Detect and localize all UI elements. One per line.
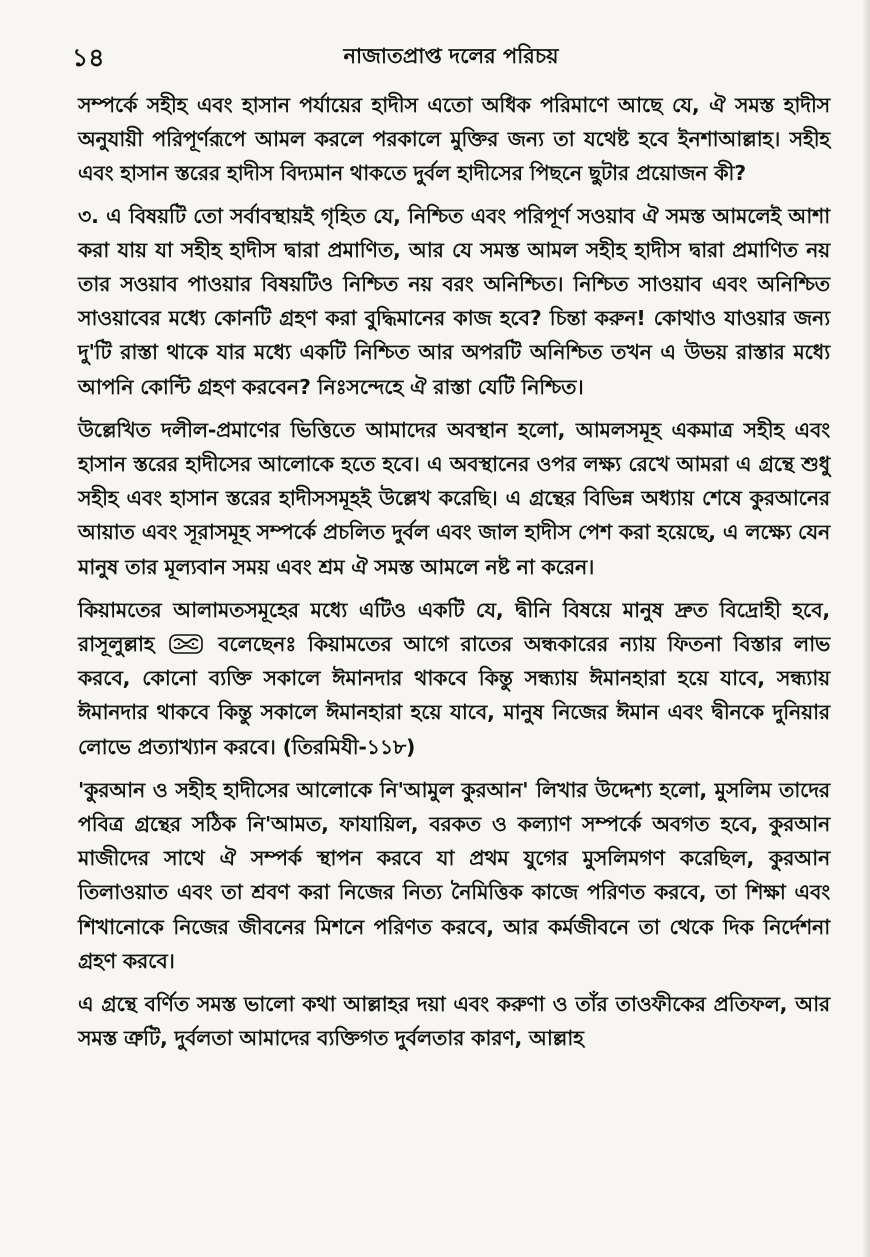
paragraph-6: এ গ্রন্থে বর্ণিত সমস্ত ভালো কথা আল্লাহর দয়া এবং করুণা ও তাঁর তাওফীকের প্রতিফল, আর সমস্ত ত্রুটি, দুর্বলতা আমাদের ব্যক্তিগত দুর্বলতার কারণ, আল্লাহ xyxy=(78,992,830,1051)
body-text xyxy=(78,88,830,1064)
running-title: নাজাতপ্রাপ্ত দলের পরিচয় xyxy=(343,44,559,68)
paragraph-1: সম্পর্কে সহীহ এবং হাসান পর্যায়ের হাদীস এতো অধিক পরিমাণে আছে যে, ঐ সমস্ত হাদীস অনুযায়ী পরিপূর্ণরূপে আমল করলে পরকালে মুক্তির জন্য তা যথেষ্ট হবে ইনশাআল্লাহ। সহীহ এবং হাসান স্তরের হাদীস বিদ্যমান থাকতে দুর্বল হাদীসের পিছনে ছুটার প্রয়োজন কী? xyxy=(78,93,830,186)
salawat-calligraphy-icon xyxy=(169,631,203,653)
page-header xyxy=(72,38,830,78)
page-number: ১৪ xyxy=(72,43,105,72)
paragraph-5: 'কুরআন ও সহীহ হাদীসের আলোকে নি'আমুল কুরআন' লিখার উদ্দেশ্য হলো, মুসলিম তাদের পবিত্র গ্রন্থের সঠিক নি'আমত, ফাযায়িল, বরকত ও কল্যাণ সম্পর্কে অবগত হবে, কুরআন মাজীদের সাথে ঐ সম্পর্ক স্থাপন করবে যা প্রথম যুগের মুসলিমগণ করেছিল, কুরআন তিলাওয়াত এবং তা শ্রবণ করা নিজের নিত্য নৈমিত্তিক কাজে পরিণত করবে, তা শিক্ষা এবং শিখানোকে নিজের জীবনের মিশনে পরিণত করবে, আর কর্মজীবনে তা থেকে দিক নির্দেশনা গ্রহণ করবে। xyxy=(78,777,830,973)
paragraph-3: উল্লেখিত দলীল-প্রমাণের ভিত্তিতে আমাদের অবস্থান হলো, আমলসমূহ একমাত্র সহীহ এবং হাসান স্তরের হাদীসের আলোকে হতে হবে। এ অবস্থানের ওপর লক্ষ্য রেখে আমরা এ গ্রন্থে শুধু সহীহ এবং হাসান স্তরের হাদীসসমূহই উল্লেখ করেছি। এ গ্রন্থের বিভিন্ন অধ্যায় শেষে কুরআনের আয়াত এবং সূরাসমূহ সম্পর্কে প্রচলিত দুর্বল এবং জাল হাদীস পেশ করা হয়েছে, এ লক্ষ্যে যেন মানুষ তার মূল্যবান সময় এবং শ্রম ঐ সমস্ত আমলে নষ্ট না করেন। xyxy=(78,417,830,579)
paragraph-4-after-mark: বলেছেনঃ কিয়ামতের আগে রাতের অন্ধকারের ন্যায় ফিতনা বিস্তার লাভ করবে, কোনো ব্যক্তি সকালে ঈমানদার থাকবে কিন্তু সন্ধ্যায় ঈমানহারা হয়ে যাবে, সন্ধ্যায় ঈমানদার থাকবে কিন্তু সকালে ঈমানহারা হয়ে যাবে, মানুষ নিজের ঈমান এবং দ্বীনকে দুনিয়ার লোভে প্রত্যাখ্যান করবে। (তিরমিযী-১১৮) xyxy=(78,632,831,759)
paragraph-4 xyxy=(78,593,830,764)
paper-edge-shadow xyxy=(862,0,870,1257)
paragraph-2: ৩. এ বিষয়টি তো সর্বাবস্থায়ই গৃহিত যে, নিশ্চিত এবং পরিপূর্ণ সওয়াব ঐ সমস্ত আমলেই আশা করা যায় যা সহীহ হাদীস দ্বারা প্রমাণিত, আর যে সমস্ত আমল সহীহ হাদীস দ্বারা প্রমাণিত নয় তার সওয়াব পাওয়ার বিষয়টিও নিশ্চিত নয় বরং অনিশ্চিত। নিশ্চিত সাওয়াব এবং অনিশ্চিত সাওয়াবের মধ্যে কোনটি গ্রহণ করা বুদ্ধিমানের কাজ হবে? চিন্তা করুন! কোথাও যাওয়ার জন্য দু'টি রাস্তা থাকে যার মধ্যে একটি নিশ্চিত আর অপরটি অনিশ্চিত তখন এ উভয় রাস্তার মধ্যে আপনি কোন্টি গ্রহণ করবেন? নিঃসন্দেহে ঐ রাস্তা যেটি নিশ্চিত। xyxy=(78,203,830,399)
paragraph-4-before-mark: কিয়ামতের আলামতসমূহের মধ্যে এটিও একটি যে, দ্বীনি বিষয়ে মানুষ দ্রুত বিদ্রোহী হবে, রাসূলুল্লাহ xyxy=(78,597,830,657)
